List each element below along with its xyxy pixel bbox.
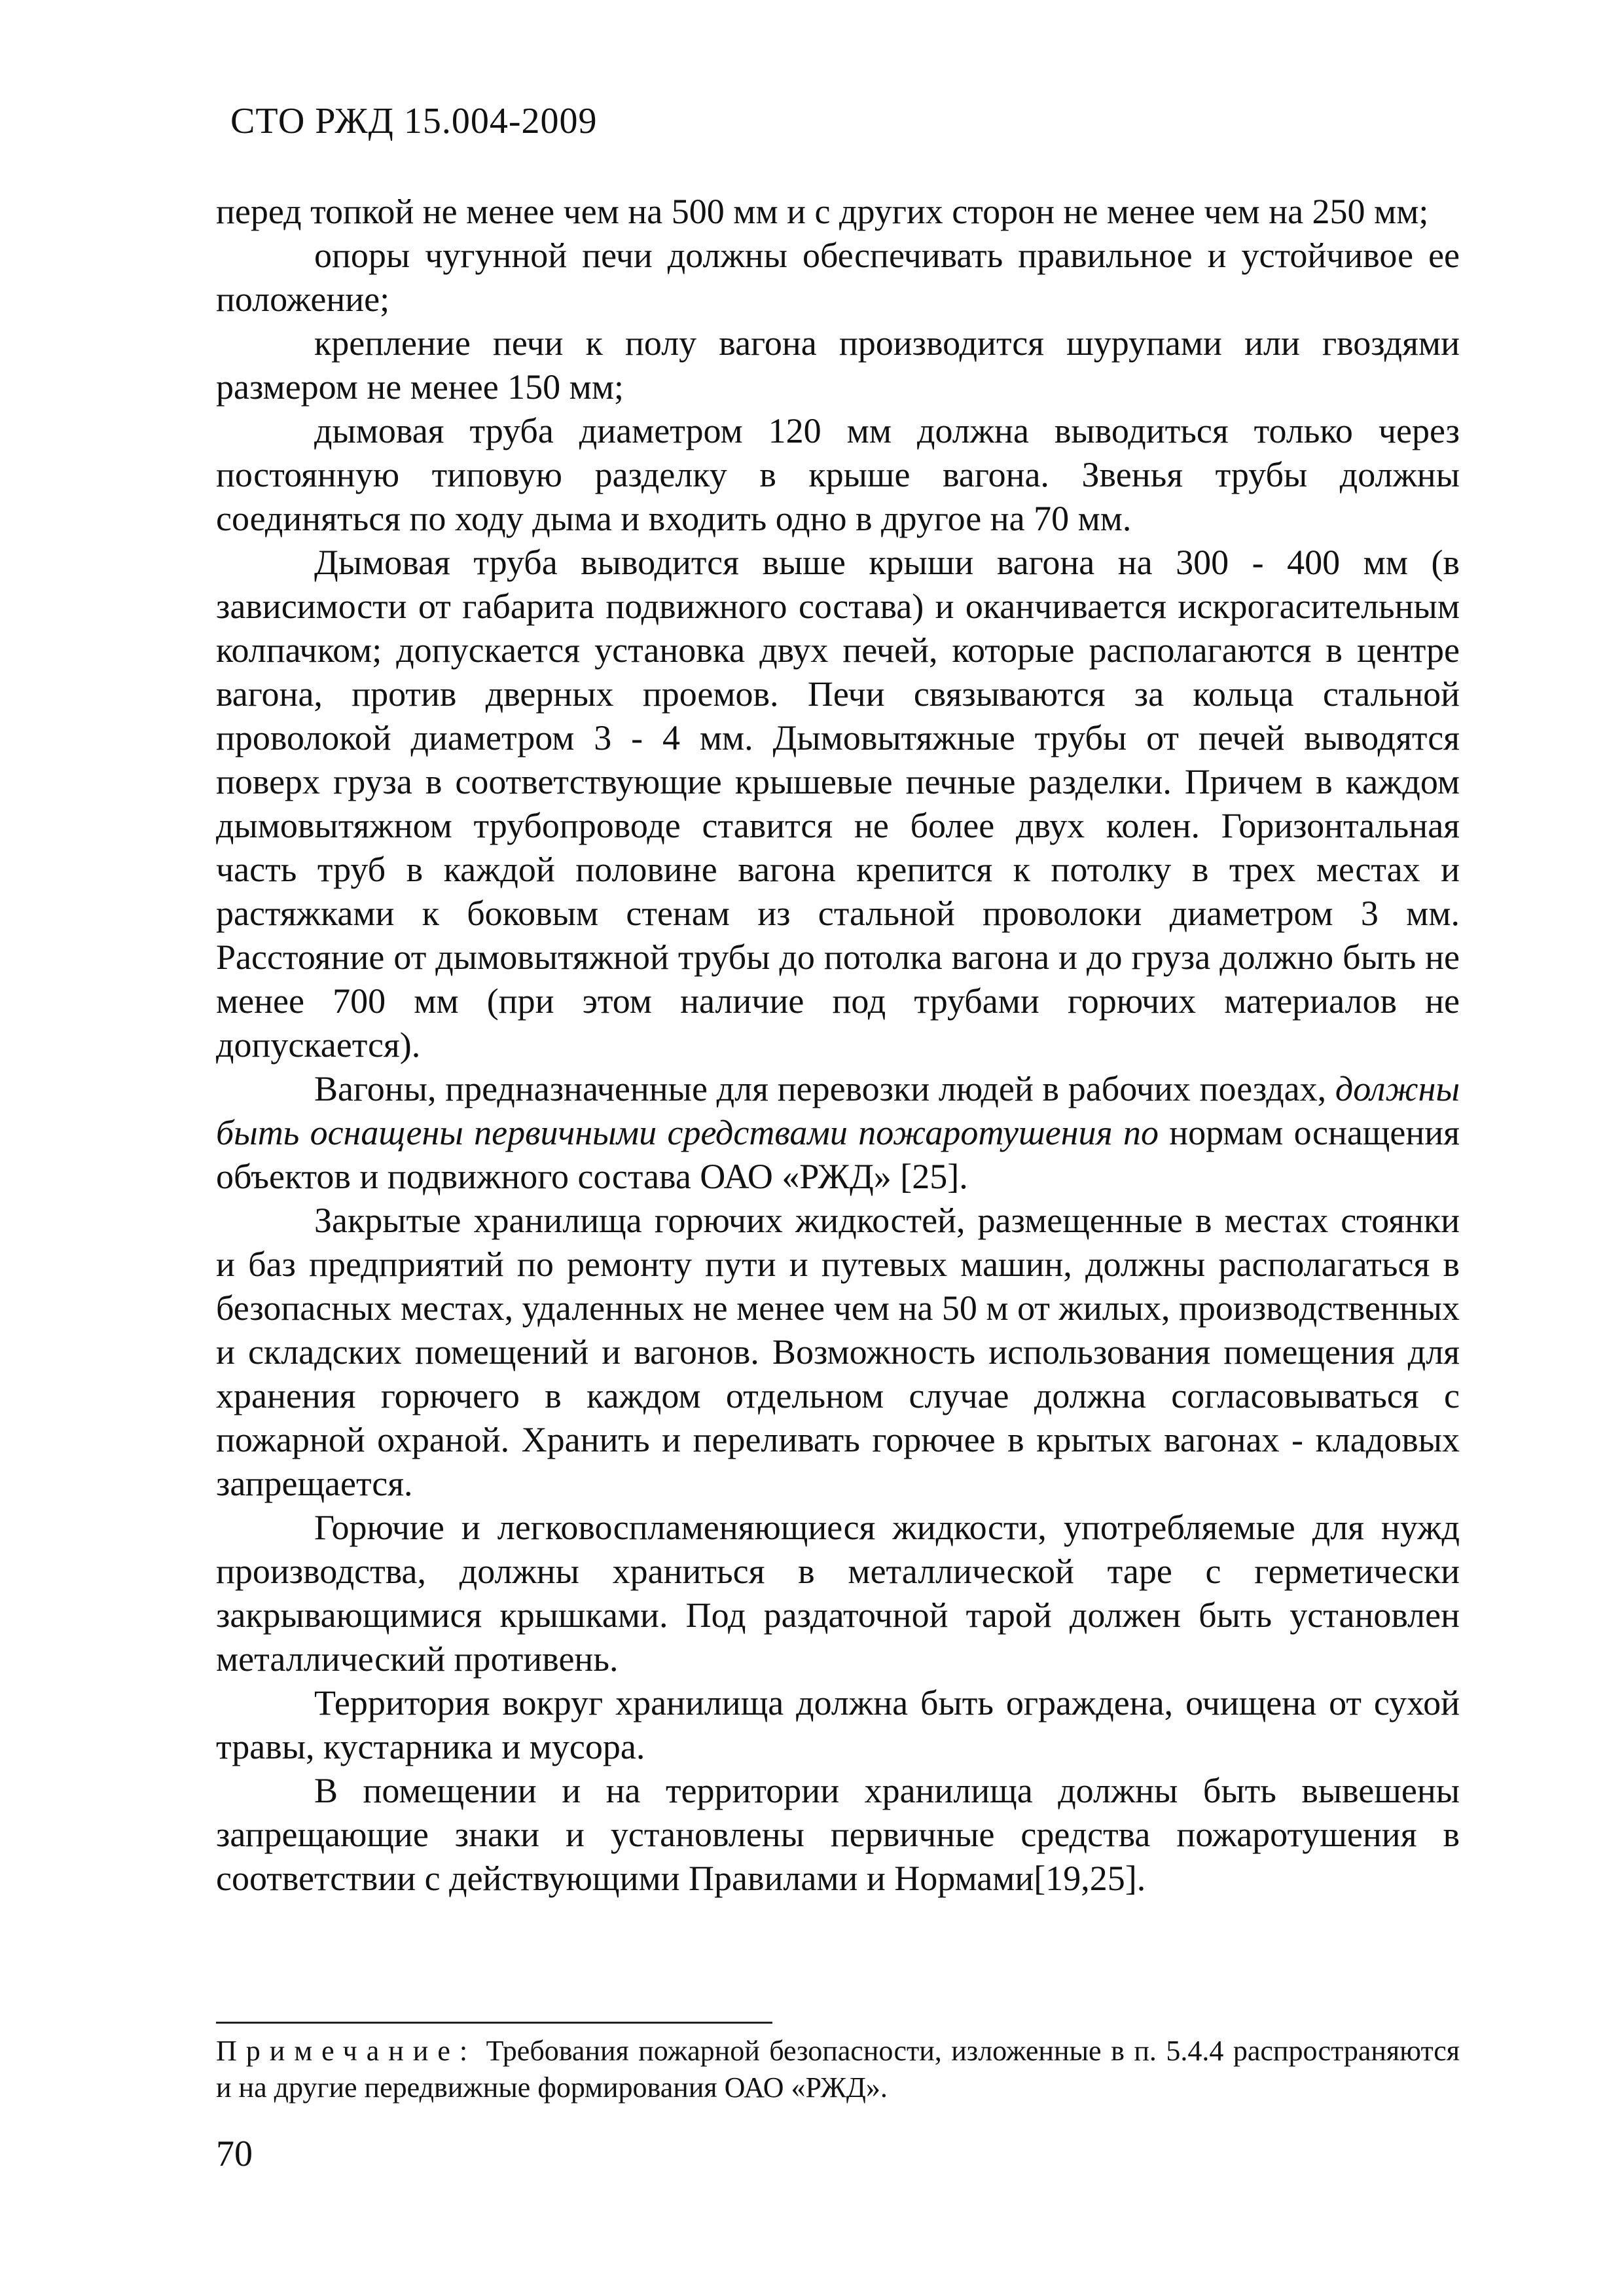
paragraph-5: Дымовая труба выводится выше крыши вагона на 300 - 400 мм (в зависимости от габарита подвижного состава) и оканчивается искрогасительным колпачком; допускается установка двух печей, которые располагаются в центре вагона, против дверных проемов. Печи связываются за кольца стальной проволокой диаметром 3 - 4 мм. Дымовытяжные трубы от печей выводятся поверх груза в соответствующие крышевые печные разделки. Причем в каждом дымовытяжном трубопроводе ставится не более двух колен. Горизонтальная часть труб в каждой половине вагона крепится к потолку в трех местах и растяжками к боковым стенам из стальной проволоки диаметром 3 мм. Расстояние от дымовытяжной трубы до потолка вагона и до груза должно быть не менее 700 мм (при этом наличие под трубами горючих материалов не допускается). — [216, 543, 1460, 1065]
footnote — [216, 2033, 1460, 2106]
paragraph-2: опоры чугунной печи должны обеспечивать правильное и устойчивое ее положение; — [216, 236, 1460, 319]
paragraph-7: Закрытые хранилища горючих жидкостей, размещенные в местах стоянки и баз предприятий по ремонту пути и путевых машин, должны располагаться в безопасных местах, удаленных не менее чем на 50 м от жилых, производственных и складских помещений и вагонов. Возможность использования помещения для хранения горючего в каждом отдельном случае должна согласовываться с пожарной охраной. Хранить и переливать горючее в крытых вагонах - кладовых запрещается. — [216, 1201, 1460, 1503]
document-code-header: СТО РЖД 15.004-2009 — [230, 101, 598, 141]
paragraph-3: крепление печи к полу вагона производится шурупами или гвоздями размером не менее 150 мм; — [216, 323, 1460, 407]
paragraph-4: дымовая труба диаметром 120 мм должна выводиться только через постоянную типовую разделку в крыше вагона. Звенья трубы должны соединяться по ходу дыма и входить одно в другое на 70 мм. — [216, 411, 1460, 538]
paragraph-8: Горючие и легковоспламеняющиеся жидкости, употребляемые для нужд производства, должны храниться в металлической таре с герметически закрывающимися крышками. Под раздаточной тарой должен быть установлен металлический противень. — [216, 1508, 1460, 1679]
paragraph-6 — [216, 1067, 1460, 1199]
footnote-text: Требования пожарной безопасности, изложенные в п. 5.4.4 распространяются и на другие передвижные формирования ОАО «РЖД». — [216, 2035, 1460, 2104]
paragraph-9: Территория вокруг хранилища должна быть ограждена, очищена от сухой травы, кустарника и мусора. — [216, 1683, 1460, 1766]
paragraph-1: перед топкой не менее чем на 500 мм и с других сторон не менее чем на 250 мм; — [216, 192, 1429, 231]
footnote-label: Примечание: — [216, 2035, 477, 2067]
footnote-divider — [216, 2022, 772, 2024]
paragraph-6-start: Вагоны, предназначенные для перевозки людей в рабочих поездах, — [314, 1069, 1327, 1108]
main-text — [216, 190, 1460, 1901]
paragraph-6-italic: должны быть оснащены первичными средствами пожаротушения по — [216, 1069, 1460, 1152]
paragraph-6-end: нормам оснащения объектов и подвижного состава ОАО «РЖД» [25]. — [216, 1113, 1460, 1196]
page-number: 70 — [216, 2134, 253, 2174]
paragraph-10: В помещении и на территории хранилища должны быть вывешены запрещающие знаки и установлены первичные средства пожаротушения в соответствии с действующими Правилами и Нормами[19,25]. — [216, 1771, 1460, 1898]
